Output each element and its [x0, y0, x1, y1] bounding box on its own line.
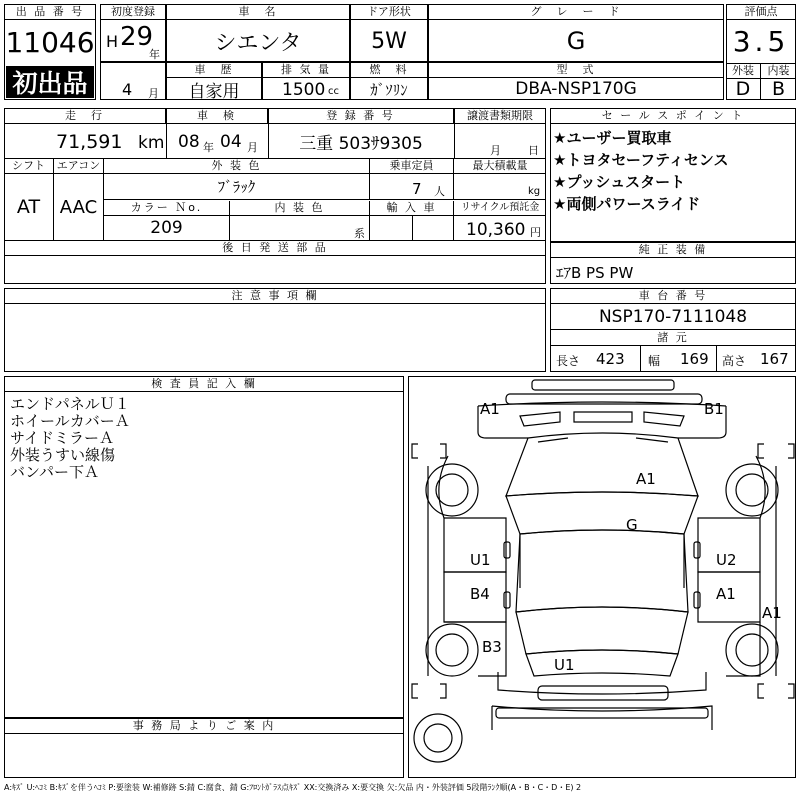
shift-label: シフト [4, 159, 54, 174]
int-color-label: 内 装 色 [230, 201, 370, 216]
inspector-note: 外装うすい線傷 [10, 446, 116, 464]
fuel-label: 燃 料 [350, 63, 428, 78]
month-unit: 月 [148, 87, 159, 100]
cell-border [230, 216, 370, 240]
mileage-label: 走 行 [4, 109, 166, 124]
color-number: 209 [104, 216, 230, 240]
mileage: 71,591 [56, 131, 123, 153]
capacity-label: 乗車定員 [370, 159, 454, 174]
inspection-month-unit: 月 [247, 141, 258, 154]
history: 自家用 [188, 81, 240, 102]
door-label: ドア形状 [350, 5, 428, 20]
inspection-year-unit: 年 [203, 141, 214, 154]
divider [412, 216, 413, 240]
equipment-label: 純 正 装 備 [550, 243, 796, 258]
mark-left-rear: B3 [482, 638, 502, 656]
mark-right-side: A1 [762, 604, 782, 622]
year-unit: 年 [149, 48, 160, 61]
max-load-unit: kg [528, 186, 541, 197]
plate-number: 三重 503ｻ9305 [299, 133, 423, 154]
sales-point-item: ★両側パワースライド [553, 195, 701, 213]
inspector-label: 検 査 員 記 入 欄 [4, 377, 404, 392]
first-reg-label: 初度登録 [100, 5, 166, 20]
transfer-label: 譲渡書類期限 [454, 109, 546, 124]
car-name: シエンタ [214, 30, 302, 56]
divider [716, 346, 717, 372]
displacement: 1500 [282, 80, 326, 100]
shift: AT [4, 174, 54, 240]
mark-right-rear-door: A1 [716, 585, 736, 603]
inspection-label: 車 検 [166, 109, 268, 124]
inspector-note: エンドパネルＵ１ [10, 395, 130, 413]
inspection-year: 08 [178, 132, 200, 152]
displacement-label: 排 気 量 [262, 63, 350, 78]
history-label: 車 歴 [166, 63, 262, 78]
mark-left-rear-door: B4 [470, 585, 490, 603]
capacity: 7 [412, 180, 422, 198]
equipment-value: ｴｱB PS PW [556, 264, 634, 282]
car-diagram [408, 376, 796, 778]
era: H [106, 32, 119, 51]
color-no-label: カラー Ｎo. [104, 201, 230, 216]
recycle-fee: 10,360 [466, 220, 526, 240]
int-color-unit: 系 [354, 227, 365, 240]
model-label: 型 式 [428, 63, 724, 78]
cell-border [454, 174, 546, 200]
length-label: 長さ [556, 354, 581, 368]
mark-hood: A1 [636, 470, 656, 488]
height-label: 高さ [722, 354, 747, 368]
lot-number-label: 出 品 番 号 [4, 5, 96, 20]
model-code: DBA-NSP170G [515, 79, 637, 99]
recycle-label: リサイクル預託金 [454, 201, 546, 216]
mark-front-left: A1 [480, 400, 500, 418]
divider [454, 109, 455, 158]
caution-label: 注 意 事 項 欄 [4, 289, 546, 304]
divider [268, 109, 269, 158]
sales-point-item: ★ユーザー買取車 [553, 129, 672, 147]
door-type: 5W [371, 28, 407, 54]
exterior-grade: D [726, 78, 761, 100]
max-load-label: 最大積載量 [454, 159, 546, 174]
transfer-day-unit: 日 [528, 144, 539, 157]
mark-front-right: B1 [704, 400, 724, 418]
mark-roof: G [626, 516, 638, 534]
height-value: 167 [760, 350, 789, 368]
divider [640, 346, 641, 372]
ext-color: ﾌﾞﾗｯｸ [104, 174, 370, 200]
later-parts-label: 後 日 発 送 部 品 [4, 241, 546, 256]
grade-label: グ レ ー ド [428, 5, 724, 20]
interior-grade: B [771, 78, 786, 100]
fuel: ｶﾞｿﾘﾝ [370, 80, 408, 99]
chassis-label: 車 台 番 号 [550, 289, 796, 304]
width-value: 169 [680, 350, 709, 368]
ext-color-label: 外 装 色 [104, 159, 370, 174]
score-label: 評価点 [726, 5, 796, 20]
displacement-unit: cc [328, 86, 339, 97]
capacity-unit: 人 [434, 185, 445, 198]
mark-right-front-door: U2 [716, 551, 737, 569]
first-listing-badge: 初出品 [6, 66, 94, 98]
grade: G [566, 27, 586, 55]
plate-label: 登 録 番 号 [268, 109, 454, 124]
width-label: 幅 [648, 354, 661, 368]
exterior-grade-label: 外装 [726, 63, 761, 79]
mark-rear: U1 [554, 656, 575, 674]
mileage-unit: km [138, 133, 165, 153]
first-reg-month: 4 [122, 80, 133, 99]
air-conditioner: AAC [54, 174, 104, 240]
lot-number: 11046 [5, 25, 95, 59]
inspector-note: サイドミラーＡ [10, 429, 114, 447]
inspector-notes [10, 396, 130, 481]
sales-points-list [553, 127, 793, 215]
chassis-number: NSP170-7111048 [550, 304, 796, 330]
import-label: 輸 入 車 [370, 201, 454, 216]
score: 3.5 [732, 24, 790, 58]
inspection-month: 04 [220, 132, 242, 152]
recycle-unit: 円 [530, 226, 541, 239]
inspector-note: バンパー下Ａ [10, 463, 99, 481]
divider [166, 109, 167, 158]
ac-label: エアコン [54, 159, 104, 174]
interior-grade-label: 内装 [761, 63, 796, 79]
office-label: 事 務 局 よ り ご 案 内 [4, 719, 404, 734]
dims-label: 諸 元 [550, 331, 796, 346]
transfer-month-unit: 月 [490, 144, 501, 157]
length-value: 423 [596, 350, 625, 368]
mark-left-front-door: U1 [470, 551, 491, 569]
sales-point-item: ★プッシュスタート [553, 173, 686, 191]
inspector-note: ホイールカバーＡ [10, 412, 130, 430]
car-name-label: 車 名 [166, 5, 350, 20]
sales-point-item: ★トヨタセーフティセンス [553, 151, 729, 169]
cell-border [370, 174, 454, 200]
legend: A:ｷｽﾞ U:ﾍｺﾐ B:ｷｽﾞを伴うﾍｺﾐ P:要塗装 W:補修跡 S:錆 C:腐食、錆 G:ﾌﾛﾝﾄｶﾞﾗｽ点ｷｽﾞ XX:交換済み X:要交換 欠:欠品 内・外装評価 5段階ﾗﾝｸ順(A・B・C・D・E) 2 [4, 783, 582, 792]
first-reg-year: 29 [120, 22, 154, 52]
sales-points-label: セ ー ル ス ポ イ ン ト [550, 109, 796, 124]
